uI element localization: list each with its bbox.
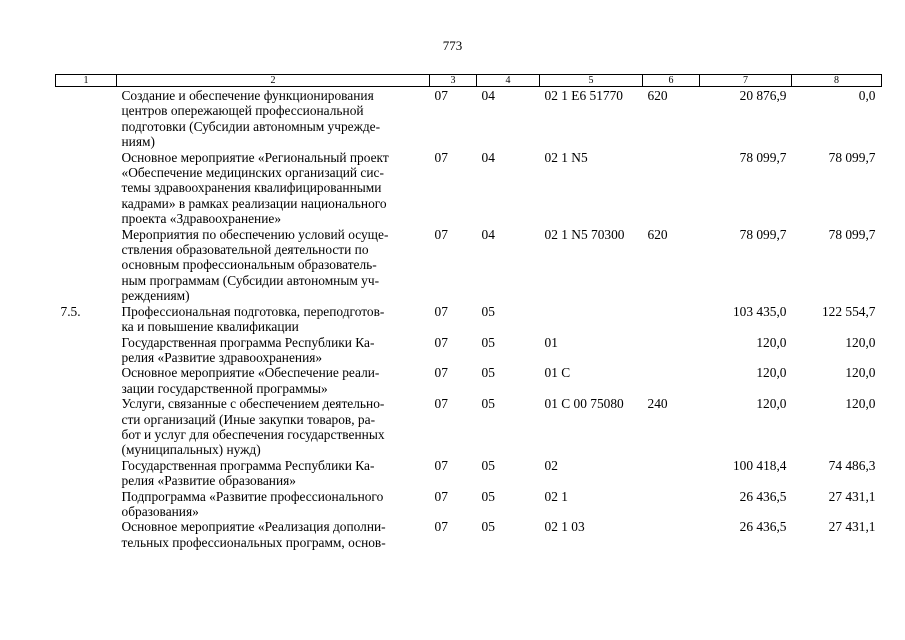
section-code: 07 [434, 519, 448, 535]
column-number: 1 [56, 75, 117, 87]
section-code: 07 [434, 334, 448, 350]
amount-year-2: 122 554,7 [821, 303, 876, 319]
subsection-code: 05 [481, 457, 495, 473]
amount-year-1: 26 436,5 [739, 488, 787, 504]
target-article-code: 02 1 [544, 488, 568, 504]
row-number [56, 519, 117, 550]
target-article-code: 02 1 N5 70300 [544, 226, 625, 242]
column-number: 8 [792, 75, 882, 87]
section-code: 07 [434, 303, 448, 319]
amount-year-2: 27 431,1 [828, 488, 876, 504]
table-row [56, 335, 882, 366]
section-code: 07 [434, 488, 448, 504]
table-row [56, 519, 882, 550]
row-number [56, 365, 117, 396]
expense-type-code [643, 489, 700, 520]
row-number: 7.5. [60, 303, 81, 319]
expense-type-code [643, 335, 700, 366]
page-number: 773 [442, 38, 463, 53]
target-article-code: 02 1 N5 [544, 149, 588, 165]
column-number: 3 [430, 75, 477, 87]
table-row [56, 150, 882, 227]
amount-year-1: 20 876,9 [739, 88, 787, 103]
amount-year-2: 0,0 [858, 88, 876, 103]
amount-year-1: 103 435,0 [732, 303, 787, 319]
subsection-code: 05 [481, 519, 495, 535]
expense-type-code [643, 519, 700, 550]
table-row [56, 227, 882, 304]
table-row [56, 489, 882, 520]
row-number [56, 489, 117, 520]
expense-type-code [643, 150, 700, 227]
table-row [56, 304, 882, 335]
row-number [56, 458, 117, 489]
section-code: 07 [434, 396, 448, 412]
column-number-header-row [56, 75, 882, 87]
target-article-code: 01 [544, 334, 558, 350]
table-row [56, 396, 882, 458]
amount-year-1: 26 436,5 [739, 519, 787, 535]
row-name: Государственная программа Республики Ка- релия «Развитие образования» [121, 457, 375, 489]
row-name: Основное мероприятие «Региональный проект «Обеспечение медицинских организаций сис- темы здравоохранения квалифицированными кадрами» в рамках реализации национального проекта «Здравоохранение» [121, 149, 389, 227]
amount-year-1: 120,0 [756, 334, 787, 350]
row-number [56, 227, 117, 304]
target-article-code: 02 [544, 457, 558, 473]
row-number [56, 87, 117, 150]
row-name: Основное мероприятие «Реализация дополни- тельных профессиональных программ, основ- [121, 519, 386, 550]
subsection-code: 05 [481, 334, 495, 350]
amount-year-1: 120,0 [756, 396, 787, 412]
target-article-code: 01 С 00 75080 [544, 396, 624, 412]
section-code: 07 [434, 365, 448, 381]
target-article-code: 02 1 03 [544, 519, 585, 535]
expense-type-code: 620 [647, 88, 668, 103]
expense-type-code [643, 365, 700, 396]
row-name: Основное мероприятие «Обеспечение реали- зации государственной программы» [121, 365, 380, 396]
section-code: 07 [434, 88, 448, 103]
subsection-code: 04 [481, 226, 495, 242]
target-article-code: 01 С [544, 365, 571, 381]
amount-year-2: 120,0 [845, 396, 876, 412]
section-code: 07 [434, 457, 448, 473]
subsection-code: 05 [481, 488, 495, 504]
table-row [56, 458, 882, 489]
row-number [56, 335, 117, 366]
subsection-code: 04 [481, 149, 495, 165]
row-name: Профессиональная подготовка, переподготов- ка и повышение квалификации [121, 303, 385, 335]
expense-type-code [643, 458, 700, 489]
expense-type-code: 240 [647, 396, 668, 412]
expense-type-code: 620 [647, 226, 668, 242]
column-number: 4 [477, 75, 540, 87]
amount-year-2: 120,0 [845, 334, 876, 350]
table-row [56, 365, 882, 396]
budget-table [55, 74, 882, 550]
table-row [56, 87, 882, 150]
section-code: 07 [434, 226, 448, 242]
target-article-code: 02 1 E6 51770 [544, 88, 623, 103]
amount-year-2: 27 431,1 [828, 519, 876, 535]
column-number: 2 [117, 75, 430, 87]
expense-type-code [643, 304, 700, 335]
row-name: Создание и обеспечение функционирования центров опережающей профессиональной подготовки (Субсидии автономным учрежде- ниям) [121, 88, 381, 150]
amount-year-1: 120,0 [756, 365, 787, 381]
column-number: 5 [540, 75, 643, 87]
row-number [56, 396, 117, 458]
row-name: Государственная программа Республики Ка- релия «Развитие здравоохранения» [121, 334, 375, 365]
row-number [56, 150, 117, 227]
amount-year-1: 78 099,7 [739, 226, 787, 242]
column-number: 6 [643, 75, 700, 87]
amount-year-1: 100 418,4 [732, 457, 787, 473]
subsection-code: 04 [481, 88, 495, 103]
column-number: 7 [700, 75, 792, 87]
subsection-code: 05 [481, 365, 495, 381]
amount-year-2: 74 486,3 [828, 457, 876, 473]
amount-year-2: 78 099,7 [828, 149, 876, 165]
target-article-code [540, 304, 643, 335]
subsection-code: 05 [481, 396, 495, 412]
row-name: Услуги, связанные с обеспечением деятельно- сти организаций (Иные закупки товаров, ра- бот и услуг для обеспечения государственных (муниципальных) нужд) [121, 396, 385, 458]
subsection-code: 05 [481, 303, 495, 319]
amount-year-2: 78 099,7 [828, 226, 876, 242]
amount-year-2: 120,0 [845, 365, 876, 381]
row-name: Подпрограмма «Развитие профессионального образования» [121, 488, 384, 519]
row-name: Мероприятия по обеспечению условий осуще- ствления образовательной деятельности по основным профессиональным образователь- ным программам (Субсидии автономным уч- реждениям) [121, 226, 389, 304]
amount-year-1: 78 099,7 [739, 149, 787, 165]
section-code: 07 [434, 149, 448, 165]
